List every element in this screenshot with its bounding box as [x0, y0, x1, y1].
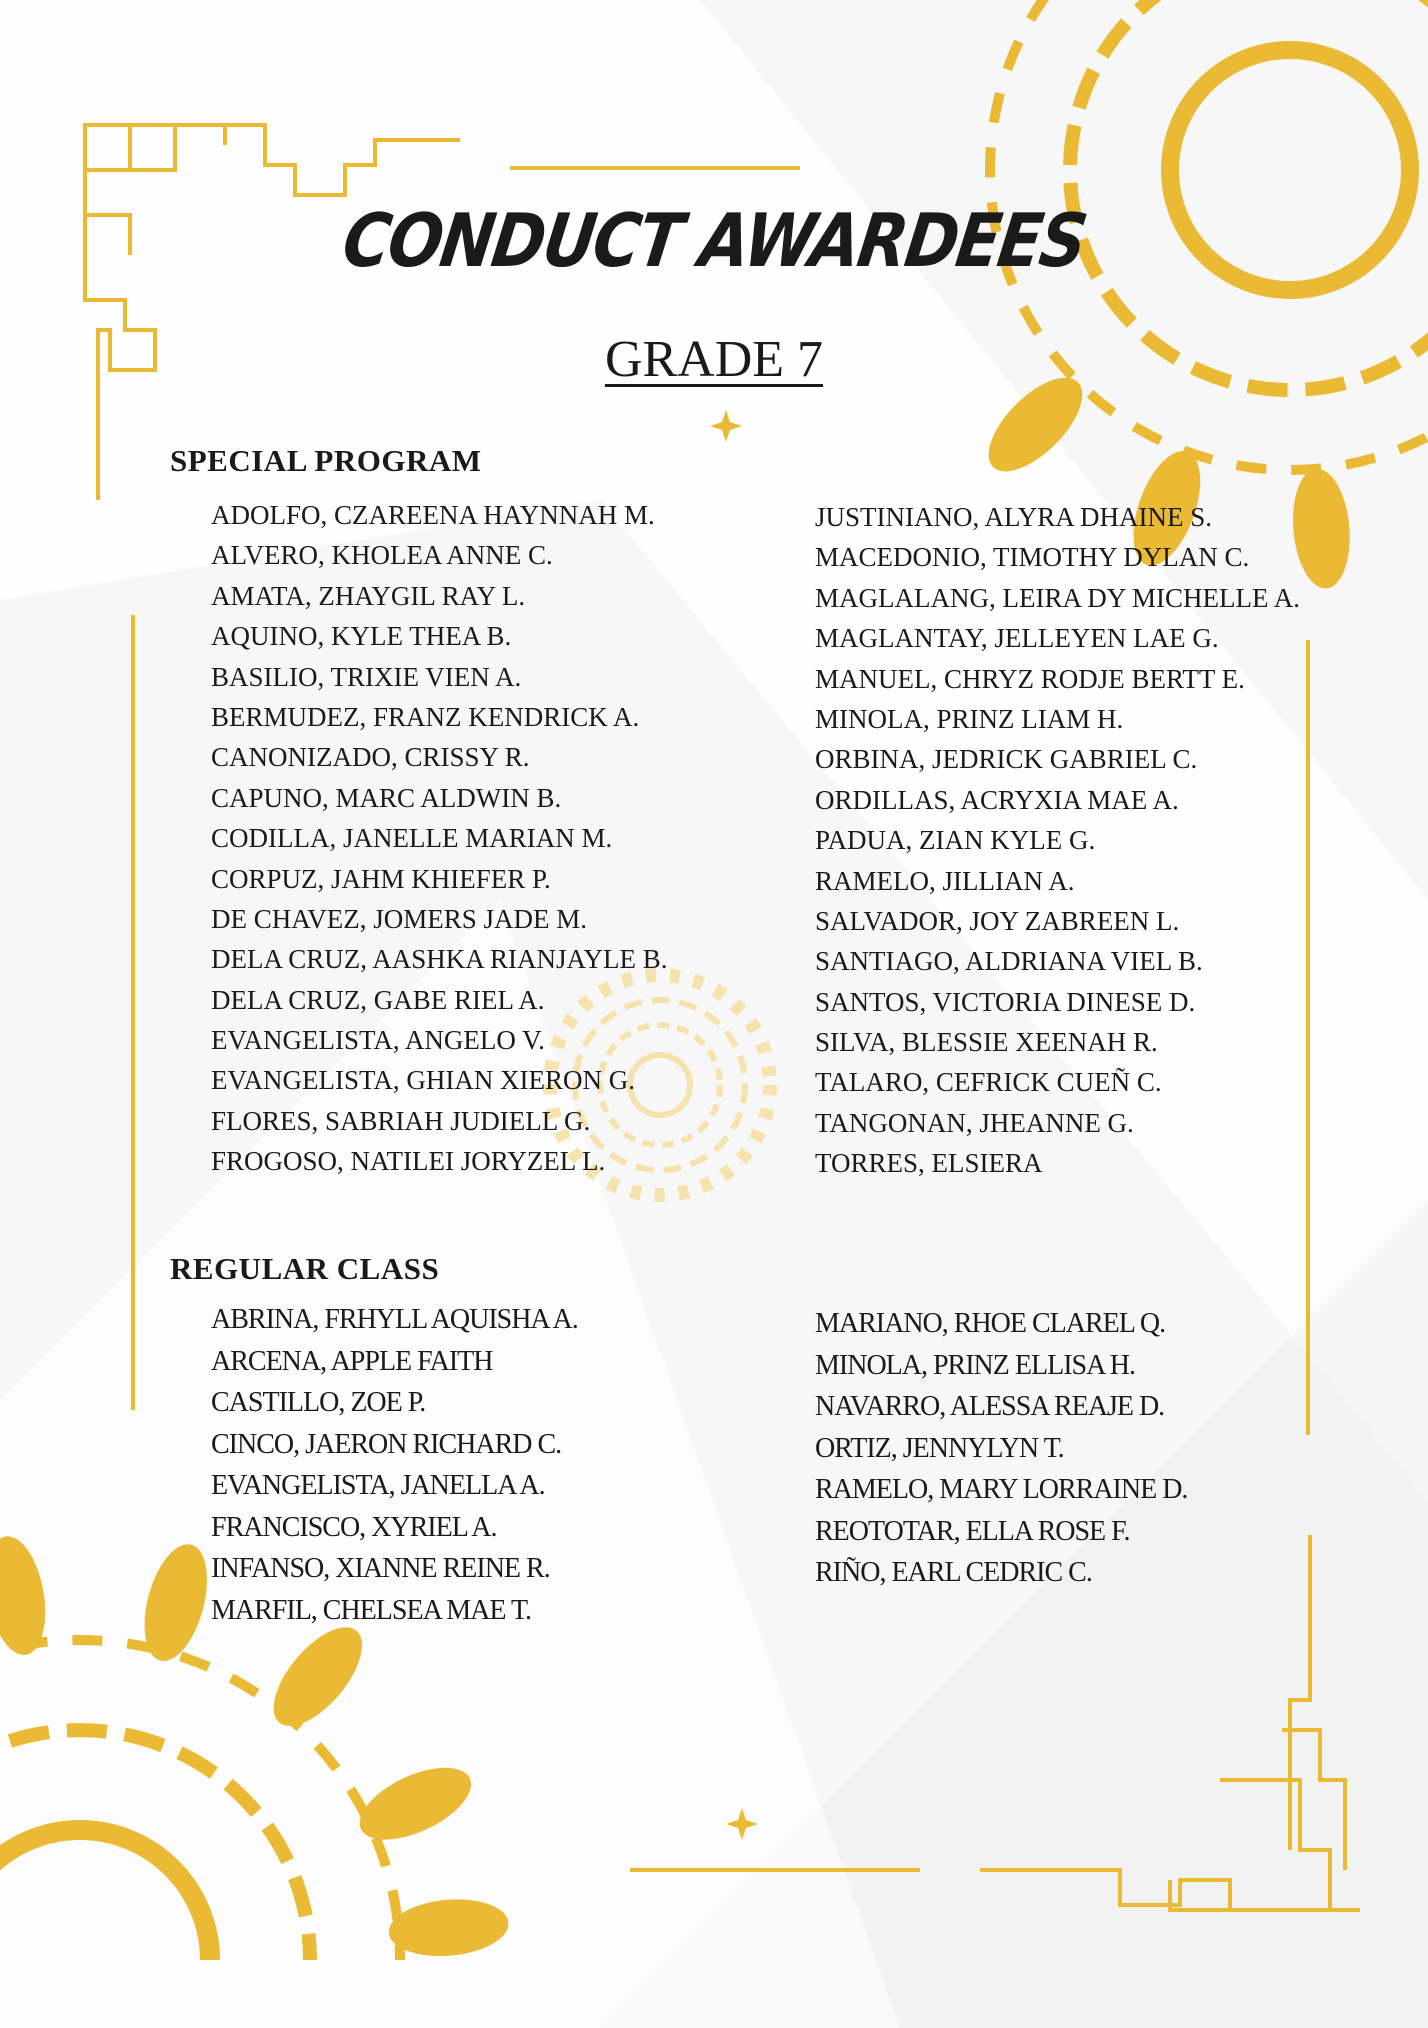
section-heading-special-program: SPECIAL PROGRAM — [170, 443, 482, 478]
awardee-name: FROGOSO, NATILEI JORYZEL L. — [211, 1146, 606, 1177]
awardee-name: DELA CRUZ, GABE RIEL A. — [211, 984, 545, 1015]
awardee-name: MANUEL, CHRYZ RODJE BERTT E. — [815, 663, 1245, 694]
regular-class-list-right — [815, 1303, 1187, 1594]
awardee-name: SANTIAGO, ALDRIANA VIEL B. — [815, 946, 1203, 977]
awardee-name: ORBINA, JEDRICK GABRIEL C. — [815, 744, 1198, 775]
awardee-name: INFANSO, XIANNE REINE R. — [211, 1553, 550, 1584]
awardee-name: FRANCISCO, XYRIEL A. — [211, 1511, 497, 1543]
awardee-name: FLORES, SABRIAH JUDIELL G. — [211, 1105, 591, 1136]
awardee-name: MARFIL, CHELSEA MAE T. — [211, 1594, 531, 1626]
awardee-name: DE CHAVEZ, JOMERS JADE M. — [211, 903, 588, 934]
awardee-name: ADOLFO, CZAREENA HAYNNAH M. — [211, 500, 655, 530]
awardee-name: CAPUNO, MARC ALDWIN B. — [211, 782, 562, 813]
awardee-name: ARCENA, APPLE FAITH — [211, 1345, 493, 1377]
awardee-name: DELA CRUZ, AASHKA RIANJAYLE B. — [211, 944, 668, 975]
awardee-name: CINCO, JAERON RICHARD C. — [211, 1428, 562, 1460]
awardee-name: AMATA, ZHAYGIL RAY L. — [211, 580, 526, 611]
awardee-name: ORTIZ, JENNYLYN T. — [815, 1432, 1064, 1464]
awardee-name: MINOLA, PRINZ ELLISA H. — [815, 1349, 1135, 1381]
grade-heading — [0, 330, 1428, 389]
awardee-name: CORPUZ, JAHM KHIEFER P. — [211, 863, 551, 894]
awardee-name: TALARO, CEFRICK CUEÑ C. — [815, 1067, 1162, 1098]
awardee-name: JUSTINIANO, ALYRA DHAINE S. — [815, 502, 1213, 532]
awardee-name: RIÑO, EARL CEDRIC C. — [815, 1557, 1092, 1588]
awardee-name: CODILLA, JANELLE MARIAN M. — [211, 823, 613, 854]
special-program-list-right — [815, 497, 1300, 1184]
awardee-name: SALVADOR, JOY ZABREEN L. — [815, 905, 1180, 936]
awardee-name: TORRES, ELSIERA — [815, 1148, 1043, 1179]
regular-class-list-left — [211, 1299, 578, 1631]
awardee-name: NAVARRO, ALESSA REAJE D. — [815, 1391, 1165, 1422]
awardee-name: RAMELO, JILLIAN A. — [815, 865, 1075, 896]
awardee-name: ORDILLAS, ACRYXIA MAE A. — [815, 784, 1179, 815]
awardee-name: BERMUDEZ, FRANZ KENDRICK A. — [211, 701, 640, 732]
awardee-name: RAMELO, MARY LORRAINE D. — [815, 1474, 1188, 1505]
grade-label: GRADE 7 — [604, 331, 824, 388]
awardee-name: PADUA, ZIAN KYLE G. — [815, 825, 1096, 856]
page-title: CONDUCT AWARDEES — [337, 199, 1091, 285]
awardee-name: MINOLA, PRINZ LIAM H. — [815, 703, 1124, 734]
awardee-name: SANTOS, VICTORIA DINESE D. — [815, 986, 1196, 1017]
awardee-name: REOTOTAR, ELLA ROSE F. — [815, 1515, 1130, 1547]
awardee-name: MARIANO, RHOE CLAREL Q. — [815, 1308, 1166, 1339]
awardee-name: EVANGELISTA, ANGELO V. — [211, 1025, 545, 1056]
awardee-name: CASTILLO, ZOE P. — [211, 1387, 426, 1418]
awardee-name: EVANGELISTA, JANELLA A. — [211, 1470, 545, 1501]
awardee-name: MAGLALANG, LEIRA DY MICHELLE A. — [815, 582, 1300, 613]
section-heading-regular-class: REGULAR CLASS — [170, 1251, 440, 1286]
awardee-name: ABRINA, FRHYLL AQUISHA A. — [211, 1304, 578, 1335]
awardee-name: ALVERO, KHOLEA ANNE C. — [211, 540, 553, 571]
awardee-name: MAGLANTAY, JELLEYEN LAE G. — [815, 623, 1219, 654]
awardee-name: CANONIZADO, CRISSY R. — [211, 742, 530, 773]
awardee-name: SILVA, BLESSIE XEENAH R. — [815, 1027, 1158, 1058]
awardee-name: MACEDONIO, TIMOTHY DYLAN C. — [815, 542, 1250, 573]
awardee-name: BASILIO, TRIXIE VIEN A. — [211, 661, 522, 692]
awardee-name: EVANGELISTA, GHIAN XIERON G. — [211, 1065, 636, 1096]
special-program-list-left — [211, 495, 668, 1182]
awardee-name: TANGONAN, JHEANNE G. — [815, 1107, 1134, 1138]
awardee-name: AQUINO, KYLE THEA B. — [211, 621, 512, 652]
